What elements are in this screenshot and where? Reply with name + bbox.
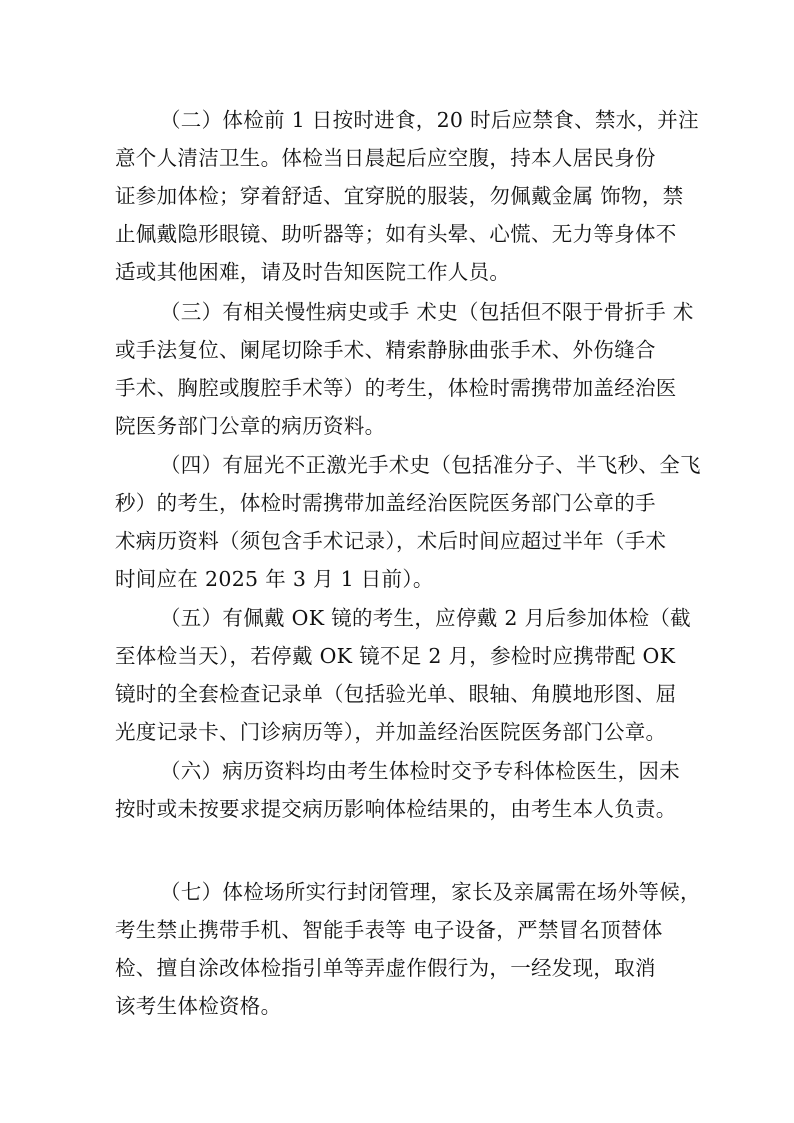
paragraph-7-line-3: 检、擅自涂改体检指引单等弄虚作假行为，一经发现，取消 (115, 956, 656, 980)
paragraph-7-line-4: 该考生体检资格。 (115, 994, 282, 1018)
paragraph-5-line-3: 镜时的全套检查记录单（包括验光单、眼轴、角膜地形图、屈 (115, 682, 677, 706)
paragraph-3-line-1: （三）有相关慢性病史或手 术史（包括但不限于骨折手 术 (160, 300, 694, 324)
paragraph-2-line-2: 意个人清洁卫生。体检当日晨起后应空腹，持本人居民身份 (115, 146, 656, 170)
paragraph-6-line-1: （六）病历资料均由考生体检时交予专科体检医生，因未 (160, 759, 680, 783)
paragraph-4-line-3: 术病历资料（须包含手术记录），术后时间应超过半年（手术 (115, 529, 667, 553)
paragraph-2-line-3: 证参加体检；穿着舒适、宜穿脱的服装，勿佩戴金属 饰物，禁 (115, 184, 684, 208)
paragraph-4-line-2: 秒）的考生，体检时需携带加盖经治医院医务部门公章的手 (115, 491, 656, 515)
paragraph-2-line-5: 适或其他困难，请及时告知医院工作人员。 (115, 260, 511, 284)
paragraph-2-line-4: 止佩戴隐形眼镜、助听器等；如有头晕、心慌、无力等身体不 (115, 222, 677, 246)
paragraph-5-line-2: 至体检当天），若停戴 OK 镜不足 2 月，参检时应携带配 OK (115, 644, 676, 668)
paragraph-4-line-4: 时间应在 2025 年 3 月 1 日前）。 (115, 567, 434, 591)
paragraph-3-line-2: 或手法复位、阑尾切除手术、精索静脉曲张手术、外伤缝合 (115, 338, 656, 362)
paragraph-5-line-4: 光度记录卡、门诊病历等），并加盖经治医院医务部门公章。 (115, 720, 667, 744)
paragraph-3-line-4: 院医务部门公章的病历资料。 (115, 414, 386, 438)
paragraph-6-line-2: 按时或未按要求提交病历影响体检结果的，由考生本人负责。 (115, 797, 677, 821)
paragraph-7-line-2: 考生禁止携带手机、智能手表等 电子设备，严禁冒名顶替体 (115, 918, 663, 942)
paragraph-7-line-1: （七）体检场所实行封闭管理，家长及亲属需在场外等候， (160, 880, 701, 904)
paragraph-4-line-1: （四）有屈光不正激光手术史（包括准分子、半飞秒、全飞 (160, 453, 701, 477)
paragraph-5-line-1: （五）有佩戴 OK 镜的考生，应停戴 2 月后参加体检（截 (160, 606, 691, 630)
paragraph-2-line-1: （二）体检前 1 日按时进食，20 时后应禁食、禁水，并注 (160, 108, 699, 132)
paragraph-3-line-3: 手术、胸腔或腹腔手术等）的考生，体检时需携带加盖经治医 (115, 376, 677, 400)
